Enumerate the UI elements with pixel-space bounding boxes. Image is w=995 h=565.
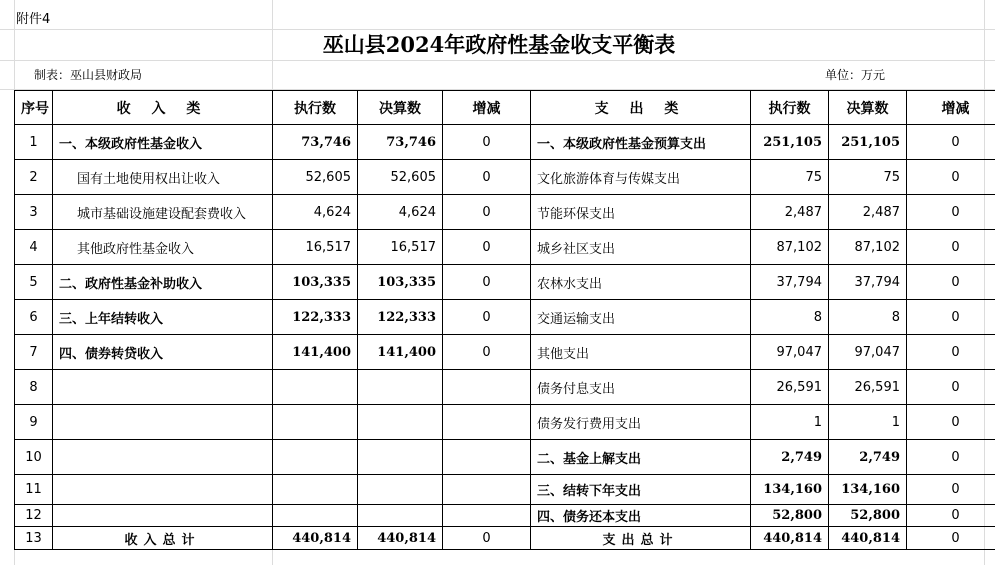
expense-change: 0 (907, 265, 995, 300)
row-seq: 9 (15, 405, 53, 440)
expense-change: 0 (907, 195, 995, 230)
row-seq: 5 (15, 265, 53, 300)
income-final (358, 370, 443, 405)
income-change: 0 (443, 160, 531, 195)
income-exec: 141,400 (273, 335, 358, 370)
income-exec (273, 370, 358, 405)
income-exec: 16,517 (273, 230, 358, 265)
expense-change: 0 (907, 527, 995, 550)
income-final: 141,400 (358, 335, 443, 370)
income-final (358, 405, 443, 440)
income-change: 0 (443, 300, 531, 335)
income-item: 三、上年结转收入 (53, 300, 273, 335)
expense-final: 26,591 (829, 370, 907, 405)
row-seq: 1 (15, 125, 53, 160)
page-title: 巫山县2024年政府性基金收支平衡表 (322, 32, 676, 57)
expense-final: 75 (829, 160, 907, 195)
income-item (53, 475, 273, 505)
income-change (443, 440, 531, 475)
header-seq: 序号 (15, 91, 53, 125)
expense-exec: 97,047 (751, 335, 829, 370)
expense-item: 一、本级政府性基金预算支出 (531, 125, 751, 160)
income-exec (273, 475, 358, 505)
income-exec (273, 405, 358, 440)
fund-balance-table (14, 90, 995, 550)
row-seq: 13 (15, 527, 53, 550)
income-final (358, 475, 443, 505)
table-row (15, 505, 995, 527)
income-item (53, 405, 273, 440)
header-final2: 决算数 (829, 91, 907, 125)
expense-final: 8 (829, 300, 907, 335)
income-exec (273, 440, 358, 475)
expense-exec: 440,814 (751, 527, 829, 550)
expense-item: 二、基金上解支出 (531, 440, 751, 475)
expense-change: 0 (907, 300, 995, 335)
expense-final: 87,102 (829, 230, 907, 265)
income-exec: 103,335 (273, 265, 358, 300)
expense-item: 三、结转下年支出 (531, 475, 751, 505)
row-seq: 12 (15, 505, 53, 527)
expense-change: 0 (907, 440, 995, 475)
expense-final: 2,487 (829, 195, 907, 230)
income-item (53, 505, 273, 527)
expense-change: 0 (907, 125, 995, 160)
income-exec: 122,333 (273, 300, 358, 335)
income-item (53, 440, 273, 475)
income-exec (273, 505, 358, 527)
expense-final: 37,794 (829, 265, 907, 300)
expense-change: 0 (907, 370, 995, 405)
table-row (15, 265, 995, 300)
income-change: 0 (443, 195, 531, 230)
row-seq: 4 (15, 230, 53, 265)
expense-final: 97,047 (829, 335, 907, 370)
income-final (358, 440, 443, 475)
expense-exec: 52,800 (751, 505, 829, 527)
expense-exec: 134,160 (751, 475, 829, 505)
income-item: 其他政府性基金收入 (53, 230, 273, 265)
expense-item: 债务发行费用支出 (531, 405, 751, 440)
income-change (443, 505, 531, 527)
expense-exec: 1 (751, 405, 829, 440)
table-row (15, 440, 995, 475)
table-row (15, 405, 995, 440)
income-item: 二、政府性基金补助收入 (53, 265, 273, 300)
header-change: 增减 (443, 91, 531, 125)
expense-final: 1 (829, 405, 907, 440)
income-exec: 52,605 (273, 160, 358, 195)
income-final: 440,814 (358, 527, 443, 550)
unit-label: 单位：万元 (825, 68, 886, 82)
income-item: 四、债券转贷收入 (53, 335, 273, 370)
expense-change: 0 (907, 335, 995, 370)
table-row (15, 370, 995, 405)
expense-final: 440,814 (829, 527, 907, 550)
expense-change: 0 (907, 160, 995, 195)
income-exec: 73,746 (273, 125, 358, 160)
expense-exec: 8 (751, 300, 829, 335)
header-exec: 执行数 (273, 91, 358, 125)
income-change (443, 405, 531, 440)
expense-item: 交通运输支出 (531, 300, 751, 335)
expense-exec: 87,102 (751, 230, 829, 265)
expense-exec: 37,794 (751, 265, 829, 300)
income-final: 4,624 (358, 195, 443, 230)
income-final: 52,605 (358, 160, 443, 195)
income-change: 0 (443, 527, 531, 550)
expense-item: 节能环保支出 (531, 195, 751, 230)
expense-exec: 2,749 (751, 440, 829, 475)
expense-final: 251,105 (829, 125, 907, 160)
expense-change: 0 (907, 230, 995, 265)
header-final: 决算数 (358, 91, 443, 125)
income-item: 城市基础设施建设配套费收入 (53, 195, 273, 230)
income-final: 16,517 (358, 230, 443, 265)
income-final: 122,333 (358, 300, 443, 335)
expense-item: 债务付息支出 (531, 370, 751, 405)
header-income: 收 入 类 (53, 91, 273, 125)
income-change (443, 370, 531, 405)
row-seq: 6 (15, 300, 53, 335)
row-seq: 2 (15, 160, 53, 195)
table-row (15, 300, 995, 335)
expense-item: 城乡社区支出 (531, 230, 751, 265)
header-row (15, 91, 995, 125)
expense-change: 0 (907, 505, 995, 527)
table-row (15, 230, 995, 265)
income-item: 一、本级政府性基金收入 (53, 125, 273, 160)
expense-change: 0 (907, 475, 995, 505)
income-final (358, 505, 443, 527)
table-row (15, 475, 995, 505)
income-change: 0 (443, 230, 531, 265)
table-row (15, 335, 995, 370)
expense-item: 农林水支出 (531, 265, 751, 300)
attachment-label: 附件4 (16, 12, 51, 27)
income-final: 73,746 (358, 125, 443, 160)
expense-total-label: 支出总计 (531, 527, 751, 550)
income-change: 0 (443, 125, 531, 160)
income-exec: 440,814 (273, 527, 358, 550)
income-total-label: 收入总计 (53, 527, 273, 550)
income-item: 国有土地使用权出让收入 (53, 160, 273, 195)
row-seq: 11 (15, 475, 53, 505)
row-seq: 10 (15, 440, 53, 475)
expense-final: 2,749 (829, 440, 907, 475)
totals-row (15, 527, 995, 550)
income-change: 0 (443, 265, 531, 300)
expense-final: 134,160 (829, 475, 907, 505)
income-change (443, 475, 531, 505)
income-item (53, 370, 273, 405)
income-exec: 4,624 (273, 195, 358, 230)
expense-exec: 26,591 (751, 370, 829, 405)
table-maker: 制表：巫山县财政局 (34, 68, 143, 82)
row-seq: 7 (15, 335, 53, 370)
header-change2: 增减 (907, 91, 995, 125)
row-seq: 8 (15, 370, 53, 405)
expense-exec: 251,105 (751, 125, 829, 160)
expense-change: 0 (907, 405, 995, 440)
header-expense: 支 出 类 (531, 91, 751, 125)
expense-final: 52,800 (829, 505, 907, 527)
table-row (15, 195, 995, 230)
header-exec2: 执行数 (751, 91, 829, 125)
expense-item: 四、债务还本支出 (531, 505, 751, 527)
expense-exec: 75 (751, 160, 829, 195)
expense-item: 文化旅游体育与传媒支出 (531, 160, 751, 195)
income-change: 0 (443, 335, 531, 370)
table-row (15, 125, 995, 160)
expense-exec: 2,487 (751, 195, 829, 230)
income-final: 103,335 (358, 265, 443, 300)
expense-item: 其他支出 (531, 335, 751, 370)
row-seq: 3 (15, 195, 53, 230)
table-row (15, 160, 995, 195)
